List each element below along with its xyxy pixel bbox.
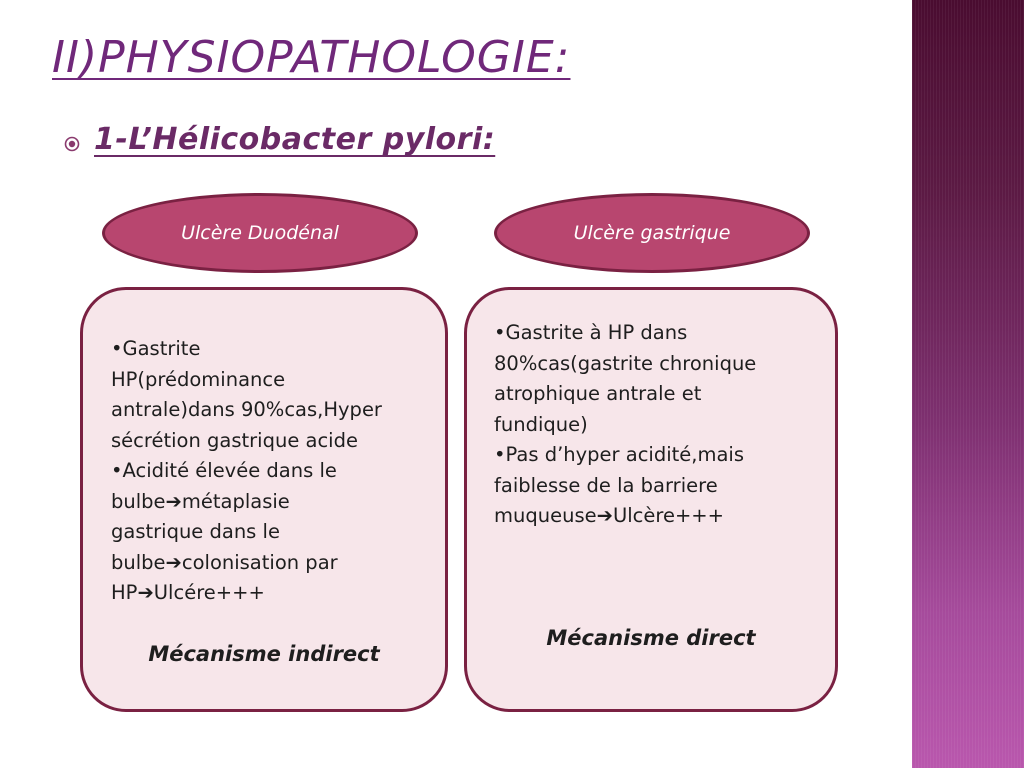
- right-arrow-icon: ➔: [165, 489, 182, 513]
- text-segment: HP: [111, 581, 138, 604]
- text-line: •Gastrite: [111, 337, 201, 360]
- text-line: gastrique dans le: [111, 520, 280, 543]
- text-segment: bulbe: [111, 550, 166, 574]
- text-segment: Ulcère+++: [612, 504, 724, 527]
- text-line: sécrétion gastrique acide: [111, 428, 358, 452]
- text-line: antrale)dans 90%cas,Hyper: [111, 398, 382, 421]
- right-arrow-icon: ➔: [596, 504, 613, 527]
- header-label-ulcere-gastrique: Ulcère gastrique: [573, 222, 731, 244]
- text-line: 80%cas(gastrite chronique: [494, 351, 757, 375]
- text-line: [494, 501, 824, 532]
- card-ulcere-duodenal: [80, 287, 448, 712]
- slide-subtitle: 1-L’Hélicobacter pylori:: [94, 122, 496, 157]
- mechanism-label-direct: Mécanisme direct: [546, 626, 756, 650]
- text-line: fundique): [494, 412, 588, 436]
- text-segment: métaplasie: [181, 489, 290, 513]
- text-line: faiblesse de la barriere: [494, 473, 718, 497]
- right-arrow-icon: ➔: [165, 550, 182, 574]
- card-ulcere-gastrique: [464, 287, 838, 712]
- text-segment: muqueuse: [494, 504, 597, 527]
- text-line: [111, 487, 441, 518]
- text-segment: colonisation par: [181, 550, 338, 574]
- text-line: atrophique antrale et: [494, 382, 702, 405]
- decorative-side-band: [912, 0, 1024, 768]
- text-line: •Acidité élevée dans le: [111, 459, 337, 482]
- card-text-duodenal: [111, 334, 441, 609]
- header-oval-ulcere-gastrique: [494, 193, 810, 273]
- mechanism-label-indirect: Mécanisme indirect: [148, 642, 380, 666]
- text-line: [111, 548, 441, 579]
- card-text-gastrique: [494, 318, 824, 532]
- header-oval-ulcere-duodenal: [102, 193, 418, 273]
- right-arrow-icon: ➔: [137, 581, 154, 604]
- text-segment: Ulcére+++: [153, 581, 265, 604]
- text-line: •Pas d’hyper acidité,mais: [494, 443, 745, 466]
- text-line: HP(prédominance: [111, 367, 286, 391]
- text-segment: bulbe: [111, 489, 166, 513]
- header-label-ulcere-duodenal: Ulcère Duodénal: [181, 222, 339, 244]
- circle-bullet-icon: [64, 136, 80, 152]
- text-line: •Gastrite à HP dans: [494, 321, 688, 344]
- slide-title: II)PHYSIOPATHOLOGIE:: [52, 32, 571, 83]
- text-line: [111, 578, 441, 609]
